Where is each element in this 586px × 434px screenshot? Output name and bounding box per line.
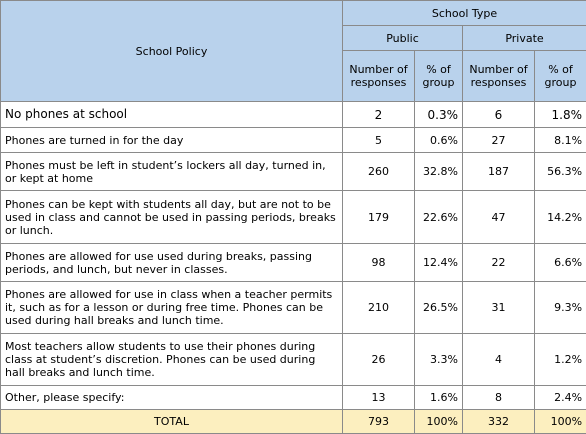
policy-cell: No phones at school	[1, 102, 343, 128]
public-percent-cell: 0.6%	[415, 128, 463, 153]
private-percent-cell: 1.8%	[535, 102, 586, 128]
private-percent-cell: 1.2%	[535, 334, 586, 386]
private-percent-cell: 9.3%	[535, 282, 586, 334]
private-total-count: 332	[463, 410, 535, 434]
table-row	[1, 386, 586, 410]
public-percent-cell: 12.4%	[415, 244, 463, 282]
table-row	[1, 191, 586, 244]
public-number-of-responses-header: Number of responses	[343, 51, 415, 102]
private-count-cell: 31	[463, 282, 535, 334]
policy-cell: Phones must be left in student’s lockers all day, turned in, or kept at home	[1, 153, 343, 191]
public-count-cell: 210	[343, 282, 415, 334]
public-header: Public	[343, 26, 463, 51]
public-percent-cell: 0.3%	[415, 102, 463, 128]
private-count-cell: 22	[463, 244, 535, 282]
school-type-header: School Type	[343, 1, 586, 26]
table-row	[1, 153, 586, 191]
public-count-cell: 5	[343, 128, 415, 153]
public-total-count: 793	[343, 410, 415, 434]
private-count-cell: 4	[463, 334, 535, 386]
public-count-cell: 2	[343, 102, 415, 128]
public-count-cell: 260	[343, 153, 415, 191]
private-percent-of-group-header: % of group	[535, 51, 586, 102]
public-count-cell: 98	[343, 244, 415, 282]
private-count-cell: 47	[463, 191, 535, 244]
public-percent-cell: 26.5%	[415, 282, 463, 334]
policy-cell: Most teachers allow students to use their phones during class at student’s discretion. Phones can be used during hall breaks and lunch time.	[1, 334, 343, 386]
table-row	[1, 102, 586, 128]
policy-cell: Phones are allowed for use used during breaks, passing periods, and lunch, but never in classes.	[1, 244, 343, 282]
private-total-percent: 100%	[535, 410, 586, 434]
public-percent-cell: 3.3%	[415, 334, 463, 386]
public-percent-cell: 1.6%	[415, 386, 463, 410]
total-row	[1, 410, 586, 434]
policy-cell: Phones are turned in for the day	[1, 128, 343, 153]
table-row	[1, 282, 586, 334]
policy-cell: Phones can be kept with students all day, but are not to be used in class and cannot be used in passing periods, breaks or lunch.	[1, 191, 343, 244]
private-count-cell: 8	[463, 386, 535, 410]
public-count-cell: 26	[343, 334, 415, 386]
private-percent-cell: 6.6%	[535, 244, 586, 282]
private-count-cell: 27	[463, 128, 535, 153]
total-label: TOTAL	[1, 410, 343, 434]
private-count-cell: 6	[463, 102, 535, 128]
public-total-percent: 100%	[415, 410, 463, 434]
public-percent-of-group-header: % of group	[415, 51, 463, 102]
public-percent-cell: 22.6%	[415, 191, 463, 244]
table-row	[1, 334, 586, 386]
public-count-cell: 179	[343, 191, 415, 244]
private-percent-cell: 8.1%	[535, 128, 586, 153]
private-number-of-responses-header: Number of responses	[463, 51, 535, 102]
policy-cell: Other, please specify:	[1, 386, 343, 410]
private-percent-cell: 2.4%	[535, 386, 586, 410]
private-percent-cell: 56.3%	[535, 153, 586, 191]
private-count-cell: 187	[463, 153, 535, 191]
public-percent-cell: 32.8%	[415, 153, 463, 191]
school-policy-header: School Policy	[1, 1, 343, 102]
table-row	[1, 128, 586, 153]
public-count-cell: 13	[343, 386, 415, 410]
table-row	[1, 244, 586, 282]
policy-cell: Phones are allowed for use in class when a teacher permits it, such as for a lesson or during free time. Phones can be used during hall breaks and lunch time.	[1, 282, 343, 334]
private-percent-cell: 14.2%	[535, 191, 586, 244]
private-header: Private	[463, 26, 586, 51]
